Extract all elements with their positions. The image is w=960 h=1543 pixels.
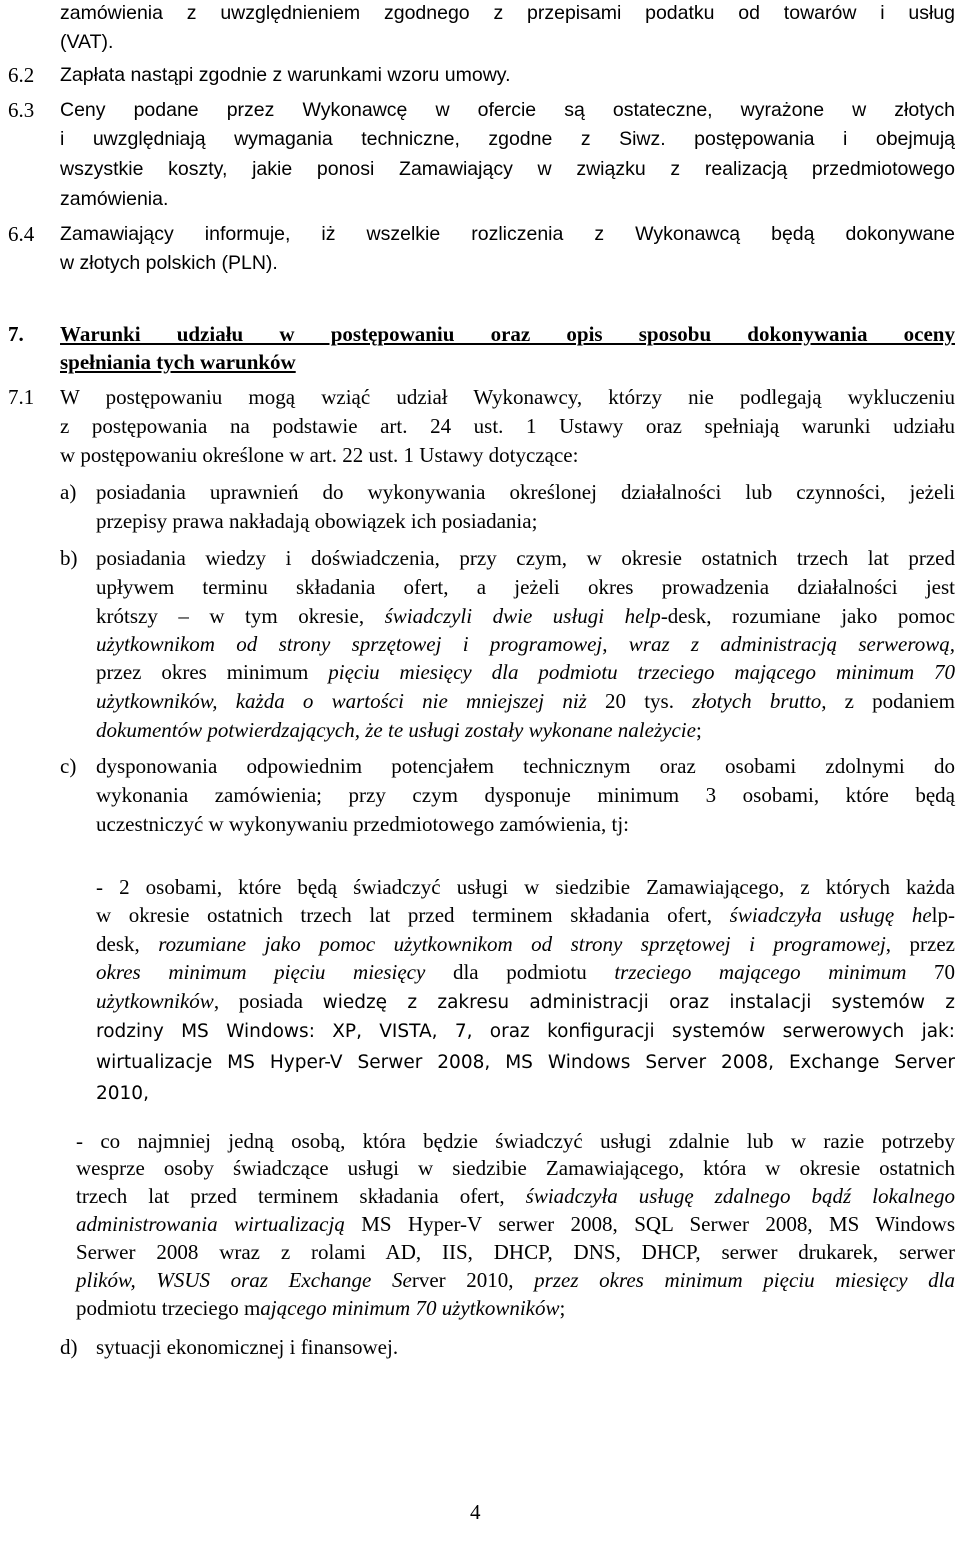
text-run: -desk, rozumiane jako pomoc: [660, 604, 956, 628]
paragraph-line: [96, 717, 702, 743]
text-run: rozumiane jako pomoc użytkownikom od strony sprzętowej i programowej: [158, 932, 886, 956]
paragraph-line: użytkownikom od strony sprzętowej i programowej, wraz z administracją serwerową,: [96, 632, 955, 656]
paragraph-line: [96, 959, 955, 985]
text-run: desk,: [96, 932, 159, 956]
text-run: z podaniem: [826, 689, 955, 713]
paragraph-line: w postępowaniu określone w art. 22 ust. 1 Ustawy dotyczące:: [60, 443, 579, 467]
text-run: świadczyli dwie usługi help: [384, 604, 661, 628]
text-run: użytkowników, każda o wartości nie mniejszej niż: [96, 689, 606, 713]
text-run: pięciu miesięcy dla podmiotu trzeciego mającego minimum 70: [328, 660, 955, 684]
paragraph-line: uczestniczyć w wykonywaniu przedmiotowego zamówienia, tj:: [96, 812, 629, 836]
text-run: plików, WSUS oraz Exchange Se: [76, 1268, 412, 1292]
text-run: dokumentów potwierdzających, że te usługi zostały wykonane należycie: [96, 718, 696, 742]
paragraph-line: wszystkie koszty, jakie ponosi Zamawiający w związku z realizacją przedmiotowego: [60, 158, 955, 180]
paragraph-line: rodziny MS Windows: XP, VISTA, 7, oraz konfiguracji systemów serwerowych jak:: [96, 1021, 955, 1042]
paragraph-line: wesprze osoby świadczące usługi w siedzibie Zamawiającego, która w okresie ostatnich: [76, 1156, 955, 1180]
text-run: okres minimum pięciu miesięcy: [96, 960, 426, 984]
paragraph-line: Ceny podane przez Wykonawcę w ofercie są ostateczne, wyrażone w złotych: [60, 99, 955, 121]
paragraph-line: [96, 688, 955, 714]
paragraph-line: upływem terminu składania ofert, a jeżeli okres prowadzenia działalności jest: [96, 575, 955, 599]
paragraph-line: Serwer 2008 wraz z rolami AD, IIS, DHCP, DNS, DHCP, serwer drukarek, serwer: [76, 1240, 955, 1264]
section-number-6-3: 6.3: [8, 98, 35, 122]
text-run: świadczyła usługę he: [729, 903, 932, 927]
text-run: trzeciego mającego minimum: [614, 960, 907, 984]
paragraph-line: [96, 659, 955, 685]
section-heading: spełniania tych warunków: [60, 350, 296, 374]
paragraph-line: przepisy prawa nakładają obowiązek ich posiadania;: [96, 509, 538, 533]
paragraph-line: sytuacji ekonomicznej i finansowej.: [96, 1335, 399, 1359]
section-number-6-2: 6.2: [8, 63, 35, 87]
text-run: , przez: [885, 932, 955, 956]
paragraph-line: [96, 931, 955, 957]
section-6-2-text: Zapłata nastąpi zgodnie z warunkami wzoru umowy.: [60, 64, 511, 86]
paragraph-line: 2010,: [96, 1083, 149, 1104]
text-run: wiedzę z zakresu administracji oraz instalacji systemów z: [322, 992, 956, 1013]
section-heading: Warunki udziału w postępowaniu oraz opis sposobu dokonywania oceny: [60, 322, 955, 346]
paragraph-line: [76, 1267, 955, 1293]
text-run: w okresie ostatnich trzech lat przed terminem składania ofert,: [96, 903, 730, 927]
text-run: rver 2010,: [411, 1268, 535, 1292]
text-run: administrowania wirtualizacją: [76, 1212, 345, 1236]
paragraph-line: Zamawiający informuje, iż wszelkie rozliczenia z Wykonawcą będą dokonywane: [60, 223, 955, 245]
paragraph-line: - 2 osobami, które będą świadczyć usługi w siedzibie Zamawiającego, z których każda: [96, 875, 955, 899]
section-number-6-4: 6.4: [8, 222, 35, 246]
text-run: trzech lat przed terminem składania ofert,: [76, 1184, 526, 1208]
list-label-b: b): [60, 546, 78, 570]
text-run: złotych brutto,: [673, 689, 827, 713]
paragraph-line: zamówienia.: [60, 188, 169, 210]
text-run: dla podmiotu: [425, 960, 615, 984]
paragraph-line: dysponowania odpowiednim potencjałem technicznym oraz osobami zdolnymi do: [96, 754, 955, 778]
text-run: , posiada: [213, 989, 323, 1013]
text-run: lp-: [931, 903, 955, 927]
list-label-a: a): [60, 480, 77, 504]
text-run: 70: [906, 960, 955, 984]
paragraph-line: posiadania wiedzy i doświadczenia, przy czym, w okresie ostatnich trzech lat przed: [96, 546, 955, 570]
paragraph-line: [76, 1211, 955, 1237]
text-run: MS Hyper-V serwer 2008, SQL Serwer 2008, MS Windows: [344, 1212, 956, 1236]
text-run: ;: [695, 718, 702, 742]
paragraph-line: wykonania zamówienia; przy czym dysponuje minimum 3 osobami, które będą: [96, 783, 955, 807]
text-run: podmiotu trzeciego m: [76, 1296, 261, 1320]
section-number-7: 7.: [8, 322, 24, 346]
paragraph-line: (VAT).: [60, 31, 114, 53]
text-run: krótszy – w tym okresie,: [96, 604, 385, 628]
page-number: 4: [470, 1500, 481, 1524]
paragraph-line: [96, 988, 955, 1016]
paragraph-line: [76, 1295, 565, 1321]
paragraph-line: [76, 1183, 955, 1209]
list-label-c: c): [60, 754, 77, 778]
paragraph-line: - co najmniej jedną osobą, która będzie świadczyć usługi zdalnie lub w razie potrzeby: [76, 1129, 955, 1153]
paragraph-line: posiadania uprawnień do wykonywania określonej działalności lub czynności, jeżeli: [96, 480, 955, 504]
text-run: użytkowników: [96, 989, 214, 1013]
text-run: ;: [559, 1296, 566, 1320]
paragraph-line: W postępowaniu mogą wziąć udział Wykonawcy, którzy nie podlegają wykluczeniu: [60, 385, 955, 409]
paragraph-line: z postępowania na podstawie art. 24 ust. 1 Ustawy oraz spełniają warunki udziału: [60, 414, 955, 438]
text-run: ającego minimum 70 użytkowników: [260, 1296, 560, 1320]
paragraph-line: w złotych polskich (PLN).: [60, 252, 278, 274]
paragraph-line: [96, 603, 955, 629]
list-label-d: d): [60, 1335, 78, 1359]
paragraph-line: zamówienia z uwzględnieniem zgodnego z przepisami podatku od towarów i usług: [60, 2, 955, 24]
text-run: przez okres minimum pięciu miesięcy dla: [534, 1268, 955, 1292]
paragraph-line: wirtualizacje MS Hyper-V Serwer 2008, MS Windows Server 2008, Exchange Server: [96, 1052, 955, 1073]
text-run: świadczyła usługę zdalnego bądź lokalnego: [525, 1184, 955, 1208]
section-number-7-1: 7.1: [8, 385, 35, 409]
text-run: przez okres minimum: [96, 660, 329, 684]
text-run: 20 tys.: [605, 689, 674, 713]
paragraph-line: [96, 902, 955, 928]
paragraph-line: i uwzględniają wymagania techniczne, zgodne z Siwz. postępowania i obejmują: [60, 128, 955, 150]
